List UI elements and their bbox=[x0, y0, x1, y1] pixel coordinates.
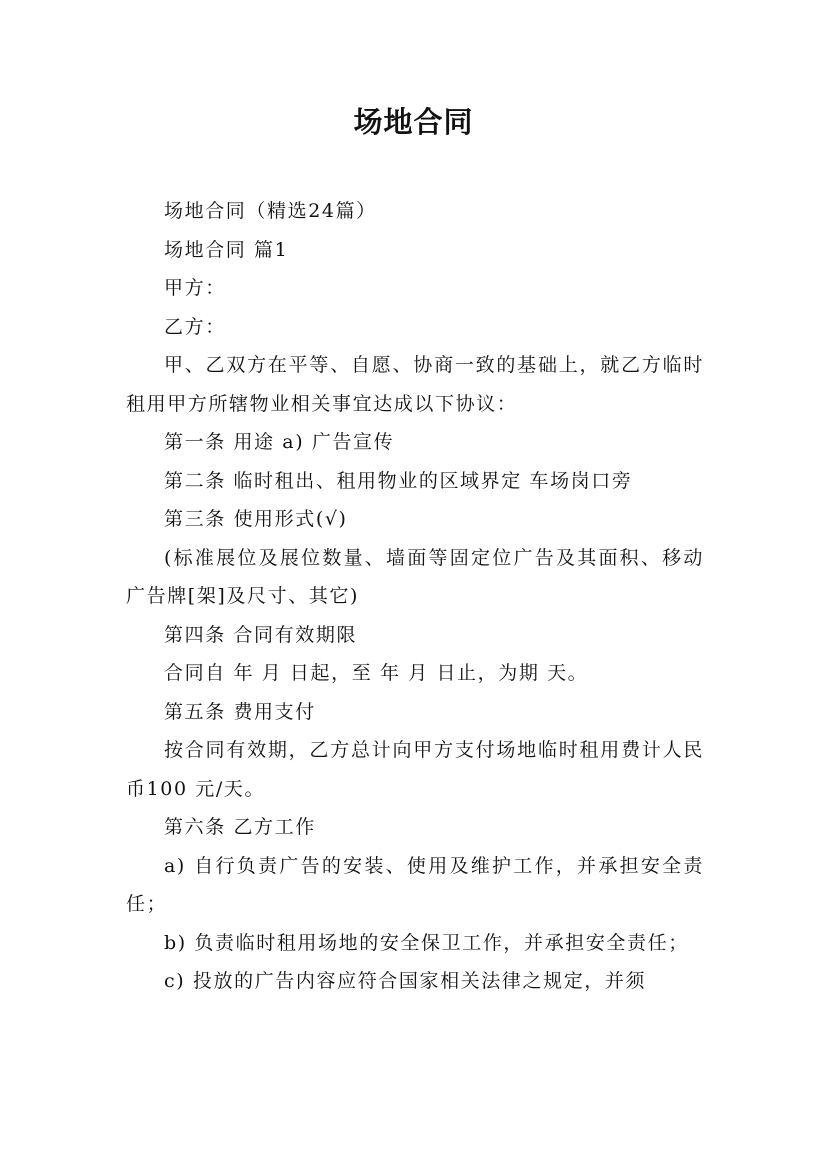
paragraph-article-6: 第六条 乙方工作 bbox=[164, 816, 316, 838]
paragraph-article-6-item-b: b) 负责临时租用场地的安全保卫工作，并承担安全责任； bbox=[164, 931, 689, 954]
paragraph-article-4: 第四条 合同有效期限 bbox=[164, 623, 358, 646]
paragraph-article-6-item-a: a) 自行负责广告的安装、使用及维护工作，并承担安全责任； bbox=[126, 854, 704, 915]
paragraph-article-2: 第二条 临时租出、租用物业的区域界定 车场岗口旁 bbox=[164, 469, 633, 492]
paragraph-article-3-detail: (标准展位及展位数量、墙面等固定位广告及其面积、移动广告牌[架]及尺寸、其它) bbox=[126, 546, 704, 607]
document-body bbox=[126, 192, 704, 1001]
paragraph-party-b: 乙方： bbox=[164, 315, 226, 338]
paragraph-article-1: 第一条 用途 a) 广告宣传 bbox=[164, 431, 395, 453]
document-title: 场地合同 bbox=[353, 105, 474, 139]
paragraph-preamble: 甲、乙双方在平等、自愿、协商一致的基础上，就乙方临时租用甲方所辖物业相关事宜达成以下协议： bbox=[126, 354, 704, 415]
paragraph-party-a: 甲方： bbox=[164, 277, 226, 299]
paragraph-article-3: 第三条 使用形式(√) bbox=[164, 508, 348, 530]
paragraph-article-4-detail: 合同自 年 月 日起，至 年 月 日止，为期 天。 bbox=[164, 662, 589, 684]
paragraph-article-5-detail: 按合同有效期，乙方总计向甲方支付场地临时租用费计人民币100 元/天。 bbox=[126, 739, 704, 800]
paragraph-section-heading: 场地合同 篇1 bbox=[164, 238, 289, 261]
paragraph-collection-heading: 场地合同（精选24篇） bbox=[164, 200, 377, 222]
paragraph-article-6-item-c: c) 投放的广告内容应符合国家相关法律之规定，并须 bbox=[164, 970, 647, 992]
paragraph-article-5: 第五条 费用支付 bbox=[164, 700, 316, 723]
